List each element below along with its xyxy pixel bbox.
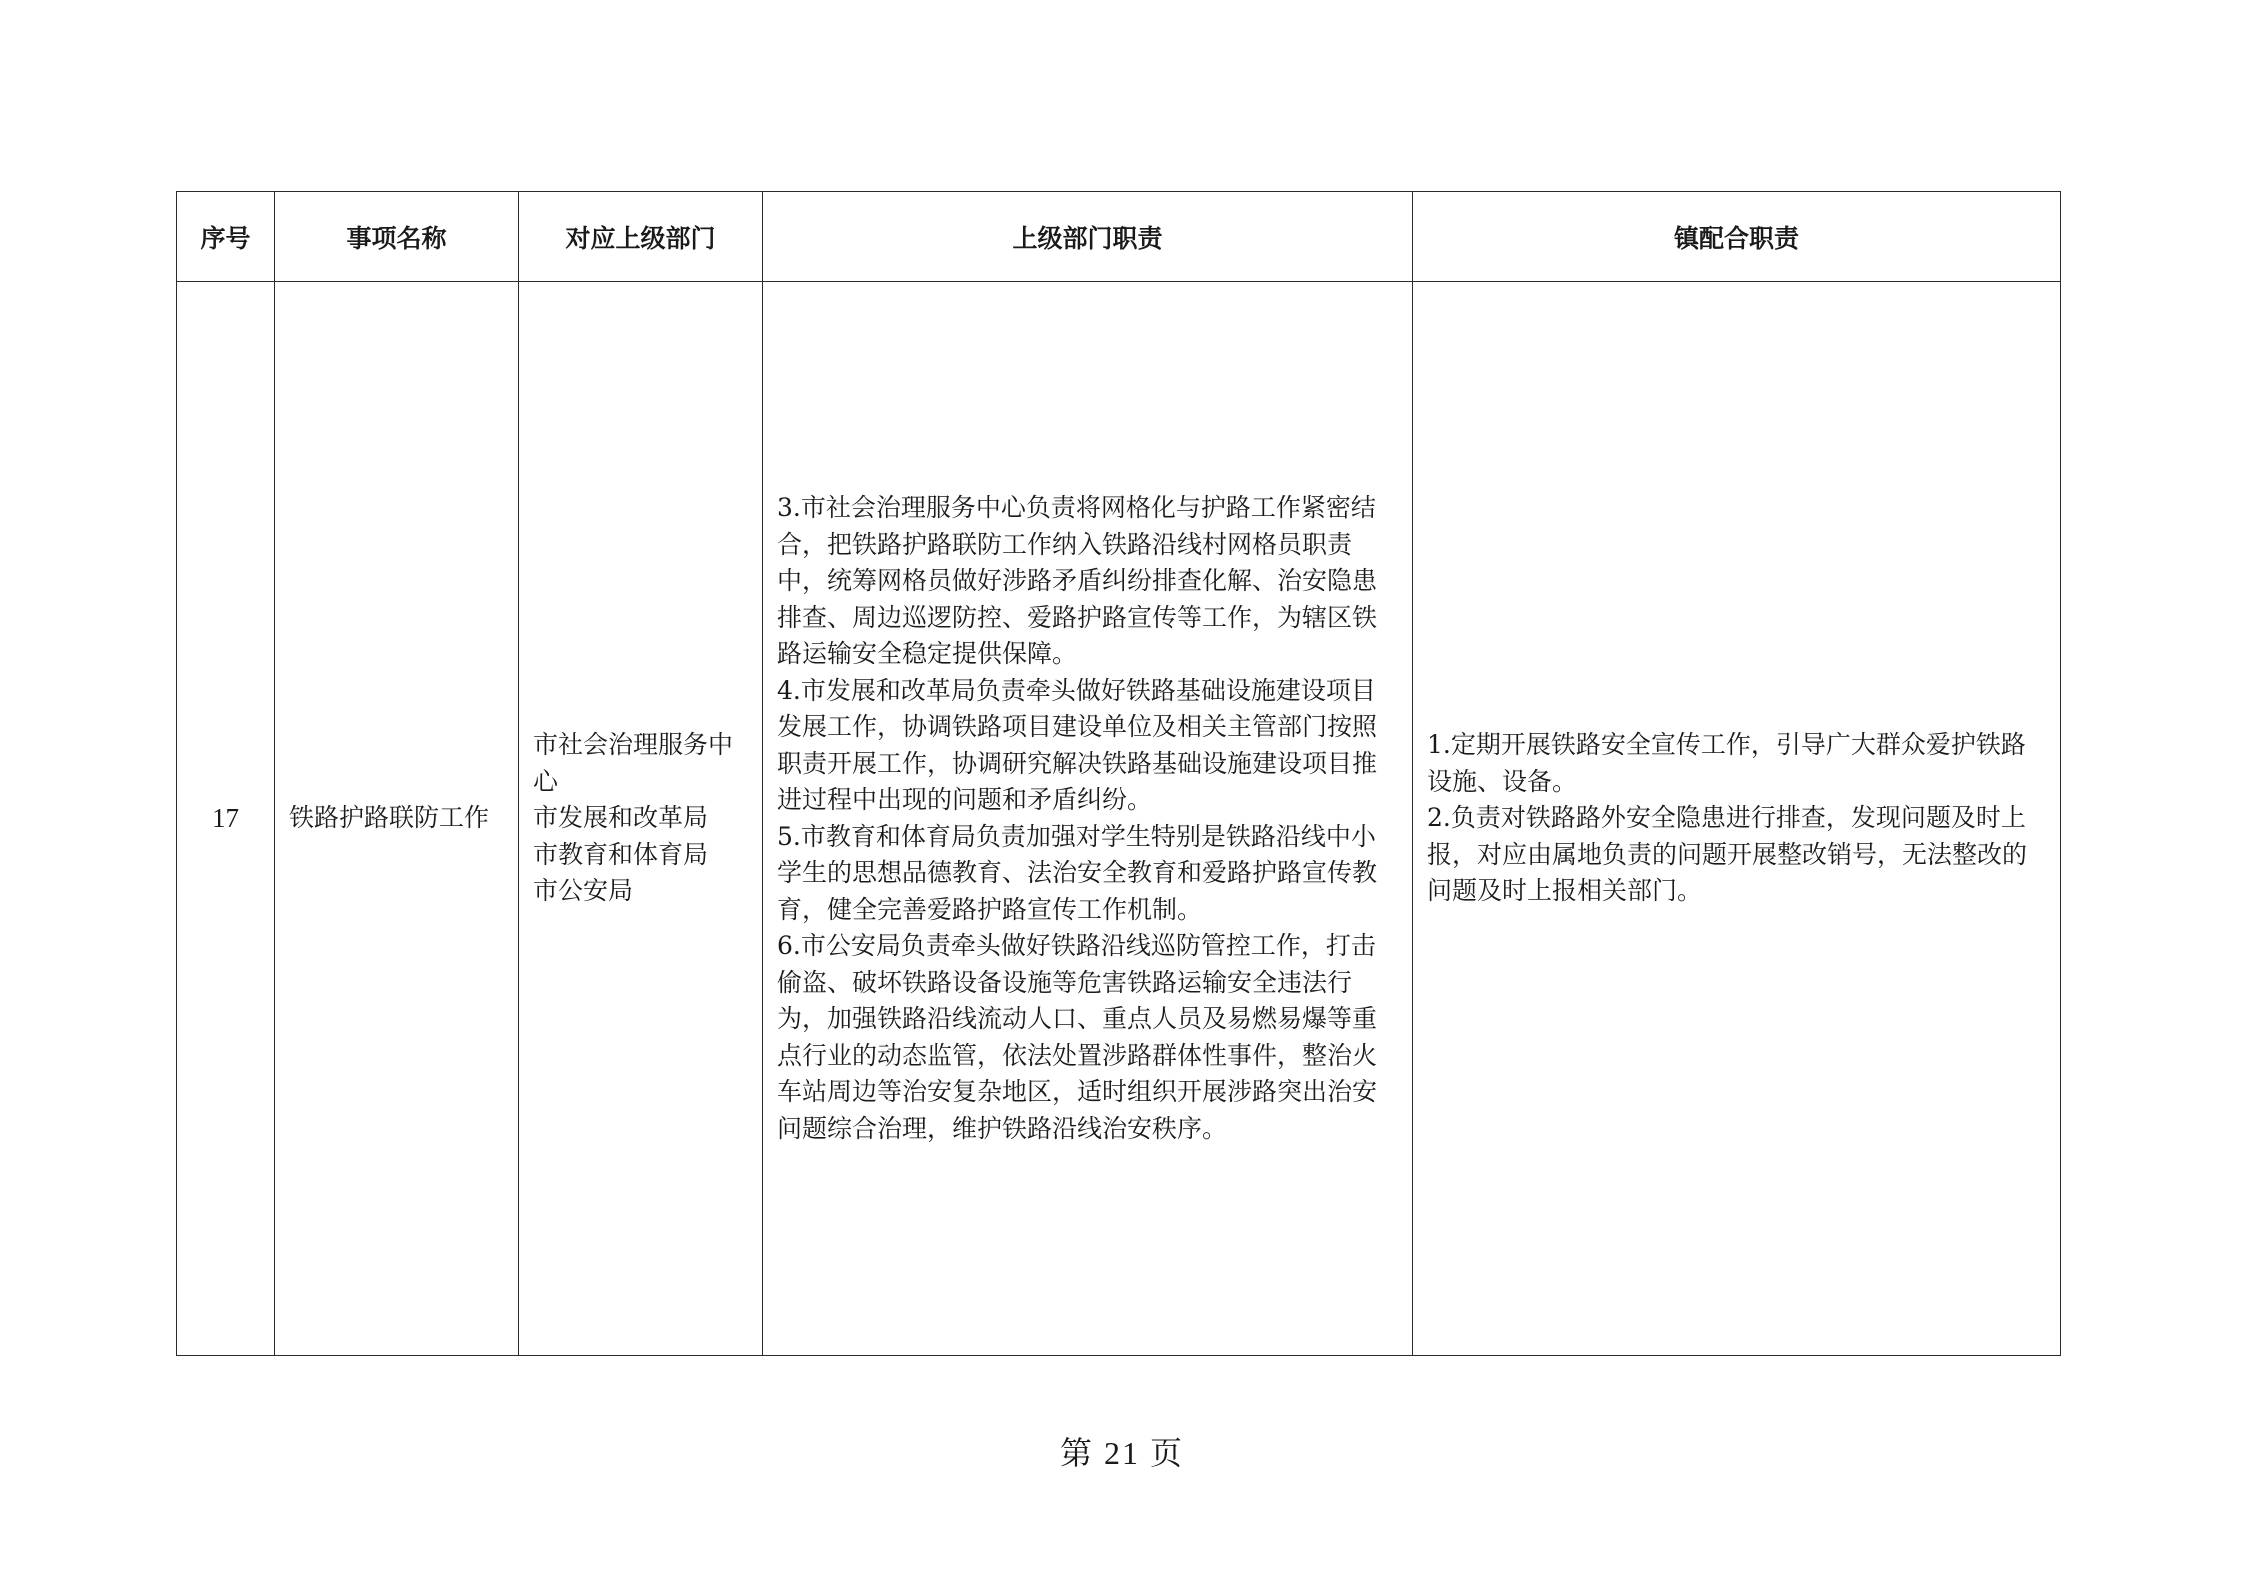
upper-duty-paragraph: 5.市教育和体育局负责加强对学生特别是铁路沿线中小学生的思想品德教育、法治安全教育和爱路护路宣传教育，健全完善爱路护路宣传工作机制。 — [777, 821, 1378, 924]
upper-duty-paragraph: 3.市社会治理服务中心负责将网格化与护路工作紧密结合，把铁路护路联防工作纳入铁路沿线村网格员职责中，统筹网格员做好涉路矛盾纠纷排查化解、治安隐患排查、周边巡逻防控、爱路护路宣传等工作，为辖区铁路运输安全稳定提供保障。 — [777, 493, 1378, 668]
upper-duty-paragraph: 4.市发展和改革局负责牵头做好铁路基础设施建设项目发展工作，协调铁路项目建设单位及相关主管部门按照职责开展工作，协调研究解决铁路基础设施建设项目推进过程中出现的问题和矛盾纠纷。 — [777, 675, 1378, 814]
header-town-duty: 镇配合职责 — [1413, 192, 2061, 282]
cell-upper-dept — [519, 282, 763, 1356]
header-seq: 序号 — [177, 192, 275, 282]
duty-table — [176, 191, 2061, 1356]
table-row — [177, 282, 2061, 1356]
header-item-name: 事项名称 — [275, 192, 519, 282]
cell-item-name — [275, 282, 519, 1356]
cell-seq: 17 — [177, 282, 275, 1356]
cell-town-duty — [1413, 282, 2061, 1356]
page-number: 第 21 页 — [1059, 1435, 1184, 1471]
upper-duty-paragraph: 6.市公安局负责牵头做好铁路沿线巡防管控工作，打击偷盗、破坏铁路设备设施等危害铁路运输安全违法行为，加强铁路沿线流动人口、重点人员及易燃易爆等重点行业的动态监管，依法处置涉路群体性事件，整治火车站周边等治安复杂地区，适时组织开展涉路突出治安问题综合治理，维护铁路沿线治安秩序。 — [777, 931, 1378, 1143]
upper-dept-line: 市教育和体育局 — [533, 839, 709, 869]
upper-dept-line: 市发展和改革局 — [533, 803, 709, 833]
header-upper-duty: 上级部门职责 — [763, 192, 1413, 282]
town-duty-paragraph: 2.负责对铁路路外安全隐患进行排查，发现问题及时上报，对应由属地负责的问题开展整改销号，无法整改的问题及时上报相关部门。 — [1427, 803, 2028, 906]
header-upper-dept: 对应上级部门 — [519, 192, 763, 282]
item-name-text: 铁路护路联防工作 — [289, 803, 490, 833]
header-row — [177, 192, 2061, 282]
upper-dept-line: 市社会治理服务中心 — [533, 730, 734, 796]
upper-dept-line: 市公安局 — [533, 876, 634, 906]
cell-upper-duty — [763, 282, 1413, 1356]
town-duty-paragraph: 1.定期开展铁路安全宣传工作，引导广大群众爱护铁路设施、设备。 — [1427, 730, 2026, 796]
